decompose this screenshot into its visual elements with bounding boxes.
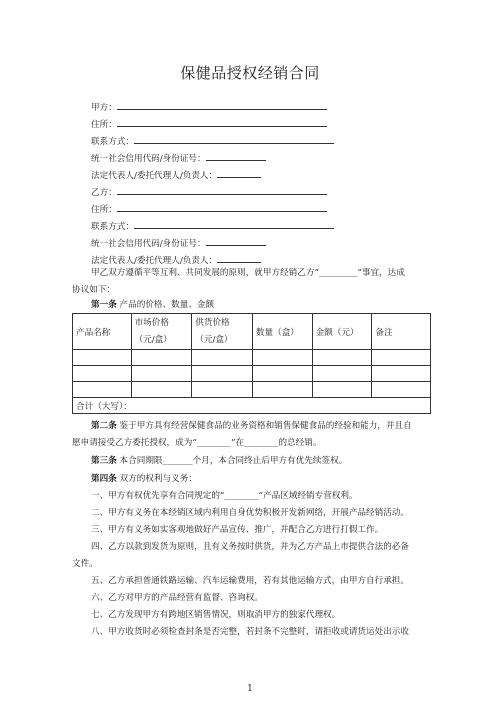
party-a-representative-label: 法定代表人/委托代理人/负责人： — [91, 171, 218, 181]
party-a-address-label: 住所： — [91, 120, 117, 130]
party-a-address-line — [91, 117, 327, 131]
party-a-address-blank[interactable] — [117, 117, 327, 127]
header-supply-price: 供货价格（元/盒） — [192, 314, 253, 350]
product-table — [72, 313, 431, 414]
party-a-line — [91, 100, 327, 114]
table-total-label[interactable]: 合计（大写）： — [73, 398, 431, 414]
obligations-list — [72, 488, 430, 641]
intro-paragraph — [72, 265, 430, 299]
table-row — [73, 382, 431, 398]
table-cell[interactable] — [312, 350, 372, 366]
party-b-label: 乙方： — [91, 188, 117, 198]
party-b-address-line — [91, 202, 327, 216]
party-a-credit-code-blank[interactable] — [206, 151, 266, 161]
party-a-contact-line — [91, 134, 334, 148]
table-cell[interactable] — [192, 366, 253, 382]
party-b-credit-code-line — [91, 236, 266, 250]
article-4 — [72, 471, 430, 488]
table-cell[interactable] — [252, 382, 312, 398]
header-market-price: 市场价格（元/盒） — [131, 314, 192, 350]
list-item: 二、甲方有义务在本经销区域内利用自身优势积极开发新网络，开展产品经销活动。 — [91, 508, 409, 518]
party-a-contact-label: 联系方式： — [91, 137, 134, 147]
table-cell[interactable] — [372, 382, 431, 398]
article-1-label: 第一条 — [91, 300, 117, 310]
header-remarks: 备注 — [372, 314, 431, 350]
table-cell[interactable] — [73, 350, 132, 366]
document-title: 保健品授权经销合同 — [180, 64, 320, 82]
table-row — [73, 350, 431, 366]
table-cell[interactable] — [192, 350, 253, 366]
header-product-name: 产品名称 — [73, 314, 132, 350]
intro-line-2: 协议如下： — [72, 285, 115, 295]
table-cell[interactable] — [192, 382, 253, 398]
article-2-label: 第二条 — [91, 421, 117, 431]
table-header-row — [73, 314, 431, 350]
party-a-credit-code-label: 统一社会信用代码/身份证号： — [91, 154, 206, 164]
article-2 — [72, 418, 430, 452]
intro-line-1: 甲乙双方遵循平等互利、共同发展的原则，就甲方经销乙方“_________”事宜，达成 — [91, 268, 405, 278]
party-a-contact-blank[interactable] — [134, 134, 334, 144]
article-3 — [72, 453, 430, 470]
article-1-text: 产品的价格、数量、金额 — [119, 300, 215, 310]
table-cell[interactable] — [252, 366, 312, 382]
party-a-representative-blank[interactable] — [217, 168, 261, 178]
table-cell[interactable] — [312, 382, 372, 398]
party-a-label: 甲方： — [91, 103, 117, 113]
table-cell[interactable] — [131, 382, 192, 398]
party-b-contact-blank[interactable] — [134, 219, 334, 229]
party-a-representative-line — [91, 168, 261, 182]
table-cell[interactable] — [131, 350, 192, 366]
party-b-contact-label: 联系方式： — [91, 222, 134, 232]
table-cell[interactable] — [312, 366, 372, 382]
table-cell[interactable] — [73, 366, 132, 382]
list-item: 八、甲方收货时必须检查封条是否完整，若封条不完整时，请拒收或请货运处出示收 — [91, 627, 409, 637]
table-row — [73, 366, 431, 382]
table-cell[interactable] — [131, 366, 192, 382]
party-b-credit-code-blank[interactable] — [206, 236, 266, 246]
table-cell[interactable] — [372, 366, 431, 382]
list-item: 六、乙方对甲方的产品经营有监督、咨询权。 — [91, 593, 263, 603]
party-b-credit-code-label: 统一社会信用代码/身份证号： — [91, 239, 206, 249]
list-item: 三、甲方有义务如实客观地做好产品宣传、推广，并配合乙方进行打假工作。 — [91, 525, 384, 535]
table-cell[interactable] — [372, 350, 431, 366]
table-total-row — [73, 398, 431, 414]
article-1-heading — [72, 297, 430, 314]
list-item: 文件。 — [72, 559, 98, 569]
header-amount: 金额（元） — [312, 314, 372, 350]
party-a-credit-code-line — [91, 151, 266, 165]
list-item: 四、乙方以款到发货为原则，且有义务按时供货，并为乙方产品上市提供合法的必备 — [91, 542, 409, 552]
party-a-blank[interactable] — [117, 100, 327, 110]
party-b-blank[interactable] — [117, 185, 327, 195]
list-item: 七、乙方发现甲方有跨地区销售情况，则取消甲方的独家代理权。 — [91, 610, 341, 620]
article-4-text: 双方的权利与义务： — [119, 474, 197, 484]
party-b-representative-label: 法定代表人/委托代理人/负责人： — [91, 256, 218, 266]
party-b-address-label: 住所： — [91, 205, 117, 215]
article-2-text-2: 愿申请接受乙方委托授权，成为“________”在________的总经销。 — [72, 438, 322, 448]
party-b-line — [91, 185, 327, 199]
list-item: 五、乙方承担普通铁路运输、汽车运输费用，若有其他运输方式，由甲方自行承担。 — [91, 576, 409, 586]
article-3-label: 第三条 — [91, 456, 117, 466]
party-b-address-blank[interactable] — [117, 202, 327, 212]
article-4-label: 第四条 — [91, 474, 117, 484]
header-quantity: 数量（盒） — [252, 314, 312, 350]
table-cell[interactable] — [252, 350, 312, 366]
page-number: 1 — [247, 684, 253, 694]
party-b-representative-blank[interactable] — [217, 253, 261, 263]
table-cell[interactable] — [73, 382, 132, 398]
party-b-contact-line — [91, 219, 334, 233]
list-item: 一、甲方有权优先享有合同规定的“________”产品区域经销专营权利。 — [91, 491, 358, 501]
article-3-text: 本合同期限_______个月，本合同终止后甲方有优先续签权。 — [119, 456, 348, 466]
article-2-text-1: 鉴于甲方具有经营保健食品的业务资格和销售保健食品的经验和能力，并且自 — [119, 421, 412, 431]
